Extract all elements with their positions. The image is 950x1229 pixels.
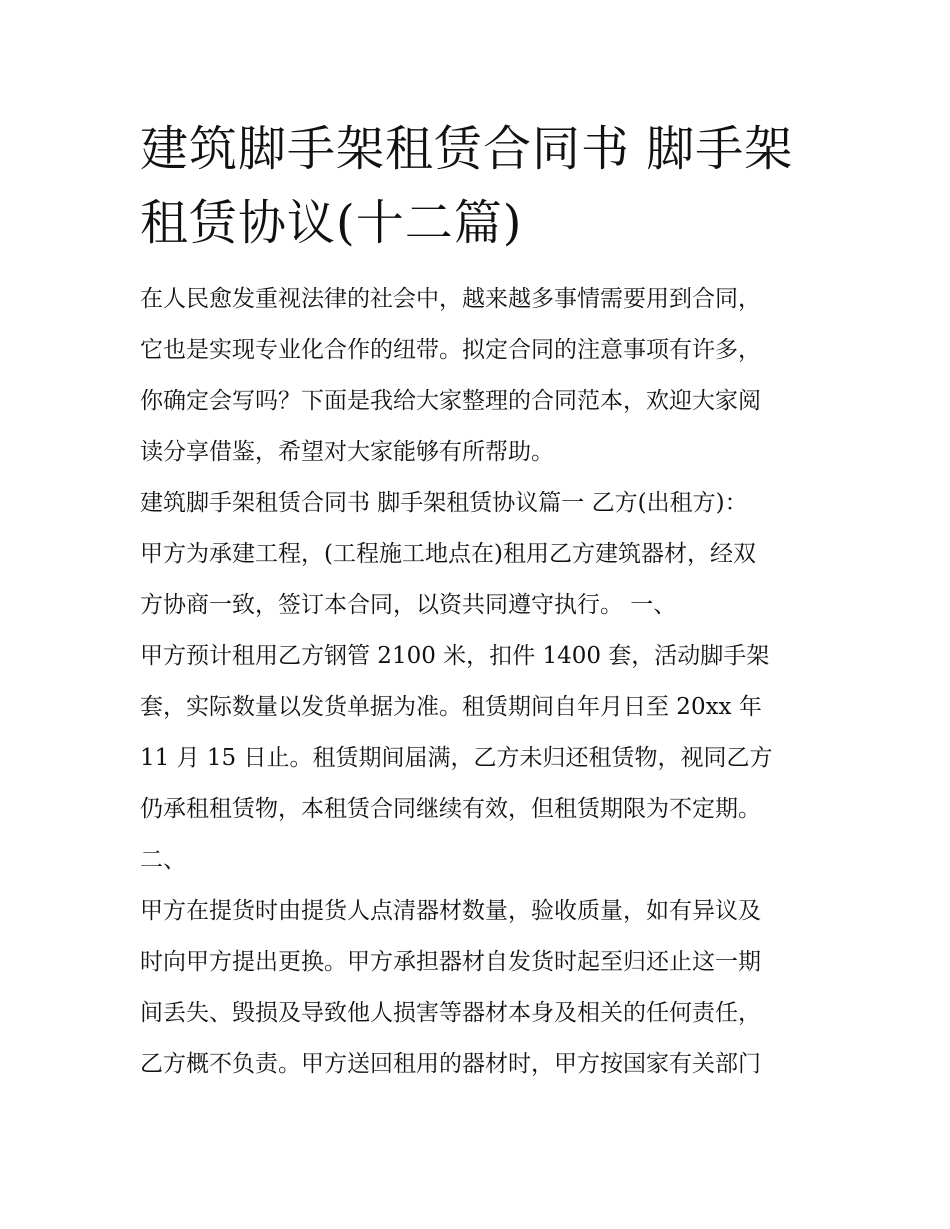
text-line: 甲方在提货时由提货人点清器材数量，验收质量，如有异议及: [140, 898, 761, 924]
text-line: 读分享借鉴，希望对大家能够有所帮助。: [140, 439, 554, 465]
text-line: 套，实际数量以发货单据为准。租赁期间自年月日至 20xx 年: [140, 694, 762, 720]
title-line: 租赁协议(十二篇): [140, 195, 523, 251]
contract-paragraph-2: [140, 886, 820, 1090]
text-line: 甲方为承建工程，(工程施工地点在)租用乙方建筑器材，经双: [140, 541, 756, 567]
text-line: 仍承租租赁物，本租赁合同继续有效，但租赁期限为不定期。: [140, 796, 761, 822]
text-line: 乙方概不负责。甲方送回租用的器材时，甲方按国家有关部门: [140, 1051, 761, 1077]
text-line: 时向甲方提出更换。甲方承担器材自发货时起至归还止这一期: [140, 949, 761, 975]
document-title: [140, 112, 820, 260]
text-line: 在人民愈发重视法律的社会中，越来越多事情需要用到合同，: [140, 286, 761, 312]
title-line: 建筑脚手架租赁合同书 脚手架: [140, 121, 794, 177]
intro-paragraph: [140, 274, 820, 478]
text-line: 你确定会写吗？下面是我给大家整理的合同范本，欢迎大家阅: [140, 388, 761, 414]
text-line: 间丢失、毁损及导致他人损害等器材本身及相关的任何责任，: [140, 1000, 761, 1026]
contract-paragraph-1: [140, 478, 820, 886]
text-line: 11 月 15 日止。租赁期间届满，乙方未归还租赁物，视同乙方: [140, 745, 773, 771]
text-line: 它也是实现专业化合作的纽带。拟定合同的注意事项有许多，: [140, 337, 761, 363]
section-heading: 二、: [140, 847, 186, 873]
text-line: 甲方预计租用乙方钢管 2100 米，扣件 1400 套，活动脚手架: [140, 643, 770, 669]
document-page: [140, 112, 820, 1090]
text-line: 方协商一致，签订本合同，以资共同遵守执行。 一、: [140, 592, 677, 618]
text-line: 建筑脚手架租赁合同书 脚手架租赁协议篇一 乙方(出租方)：: [140, 490, 748, 516]
